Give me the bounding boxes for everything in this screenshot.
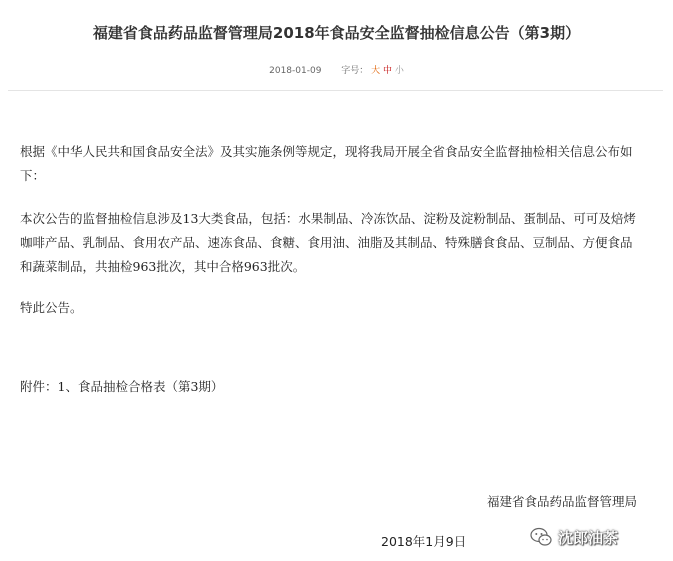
font-size-small-link[interactable]: 小: [394, 66, 404, 76]
signature-date: 2018年1月9日: [381, 534, 467, 549]
signature-organization: 福建省食品药品监督管理局: [486, 494, 637, 509]
paragraph-intro: 根据《中华人民共和国食品安全法》及其实施条例等规定，现将我局开展全省食品安全监督抽检相关信息公布如下：: [20, 144, 633, 183]
watermark-text: 沈郎油茶: [558, 528, 619, 547]
page-title: 福建省食品药品监督管理局2018年食品安全监督抽检信息公告（第3期）: [92, 24, 581, 42]
font-size-medium-link[interactable]: 中: [382, 66, 392, 76]
article-meta: [0, 63, 673, 76]
publish-date: 2018-01-09: [269, 66, 322, 76]
paragraph-scope: 本次公告的监督抽检信息涉及13大类食品，包括：水果制品、冷冻饮品、淀粉及淀粉制品、蛋制品、可可及焙烤咖啡产品、乳制品、食用农产品、速冻食品、食糖、食用油、油脂及其制品、特殊膳食食品、豆制品、方便食品和蔬菜制品，共抽检963批次，其中合格963批次。: [20, 211, 636, 274]
font-size-label: 字号：: [341, 66, 369, 76]
header-divider: [8, 90, 663, 91]
font-size-large-link[interactable]: 大: [371, 66, 381, 76]
paragraph-closing: 特此公告。: [20, 300, 83, 315]
watermark: [530, 524, 670, 550]
wechat-icon: [530, 527, 552, 547]
attachment-link[interactable]: 附件：1、食品抽检合格表（第3期）: [20, 379, 224, 394]
